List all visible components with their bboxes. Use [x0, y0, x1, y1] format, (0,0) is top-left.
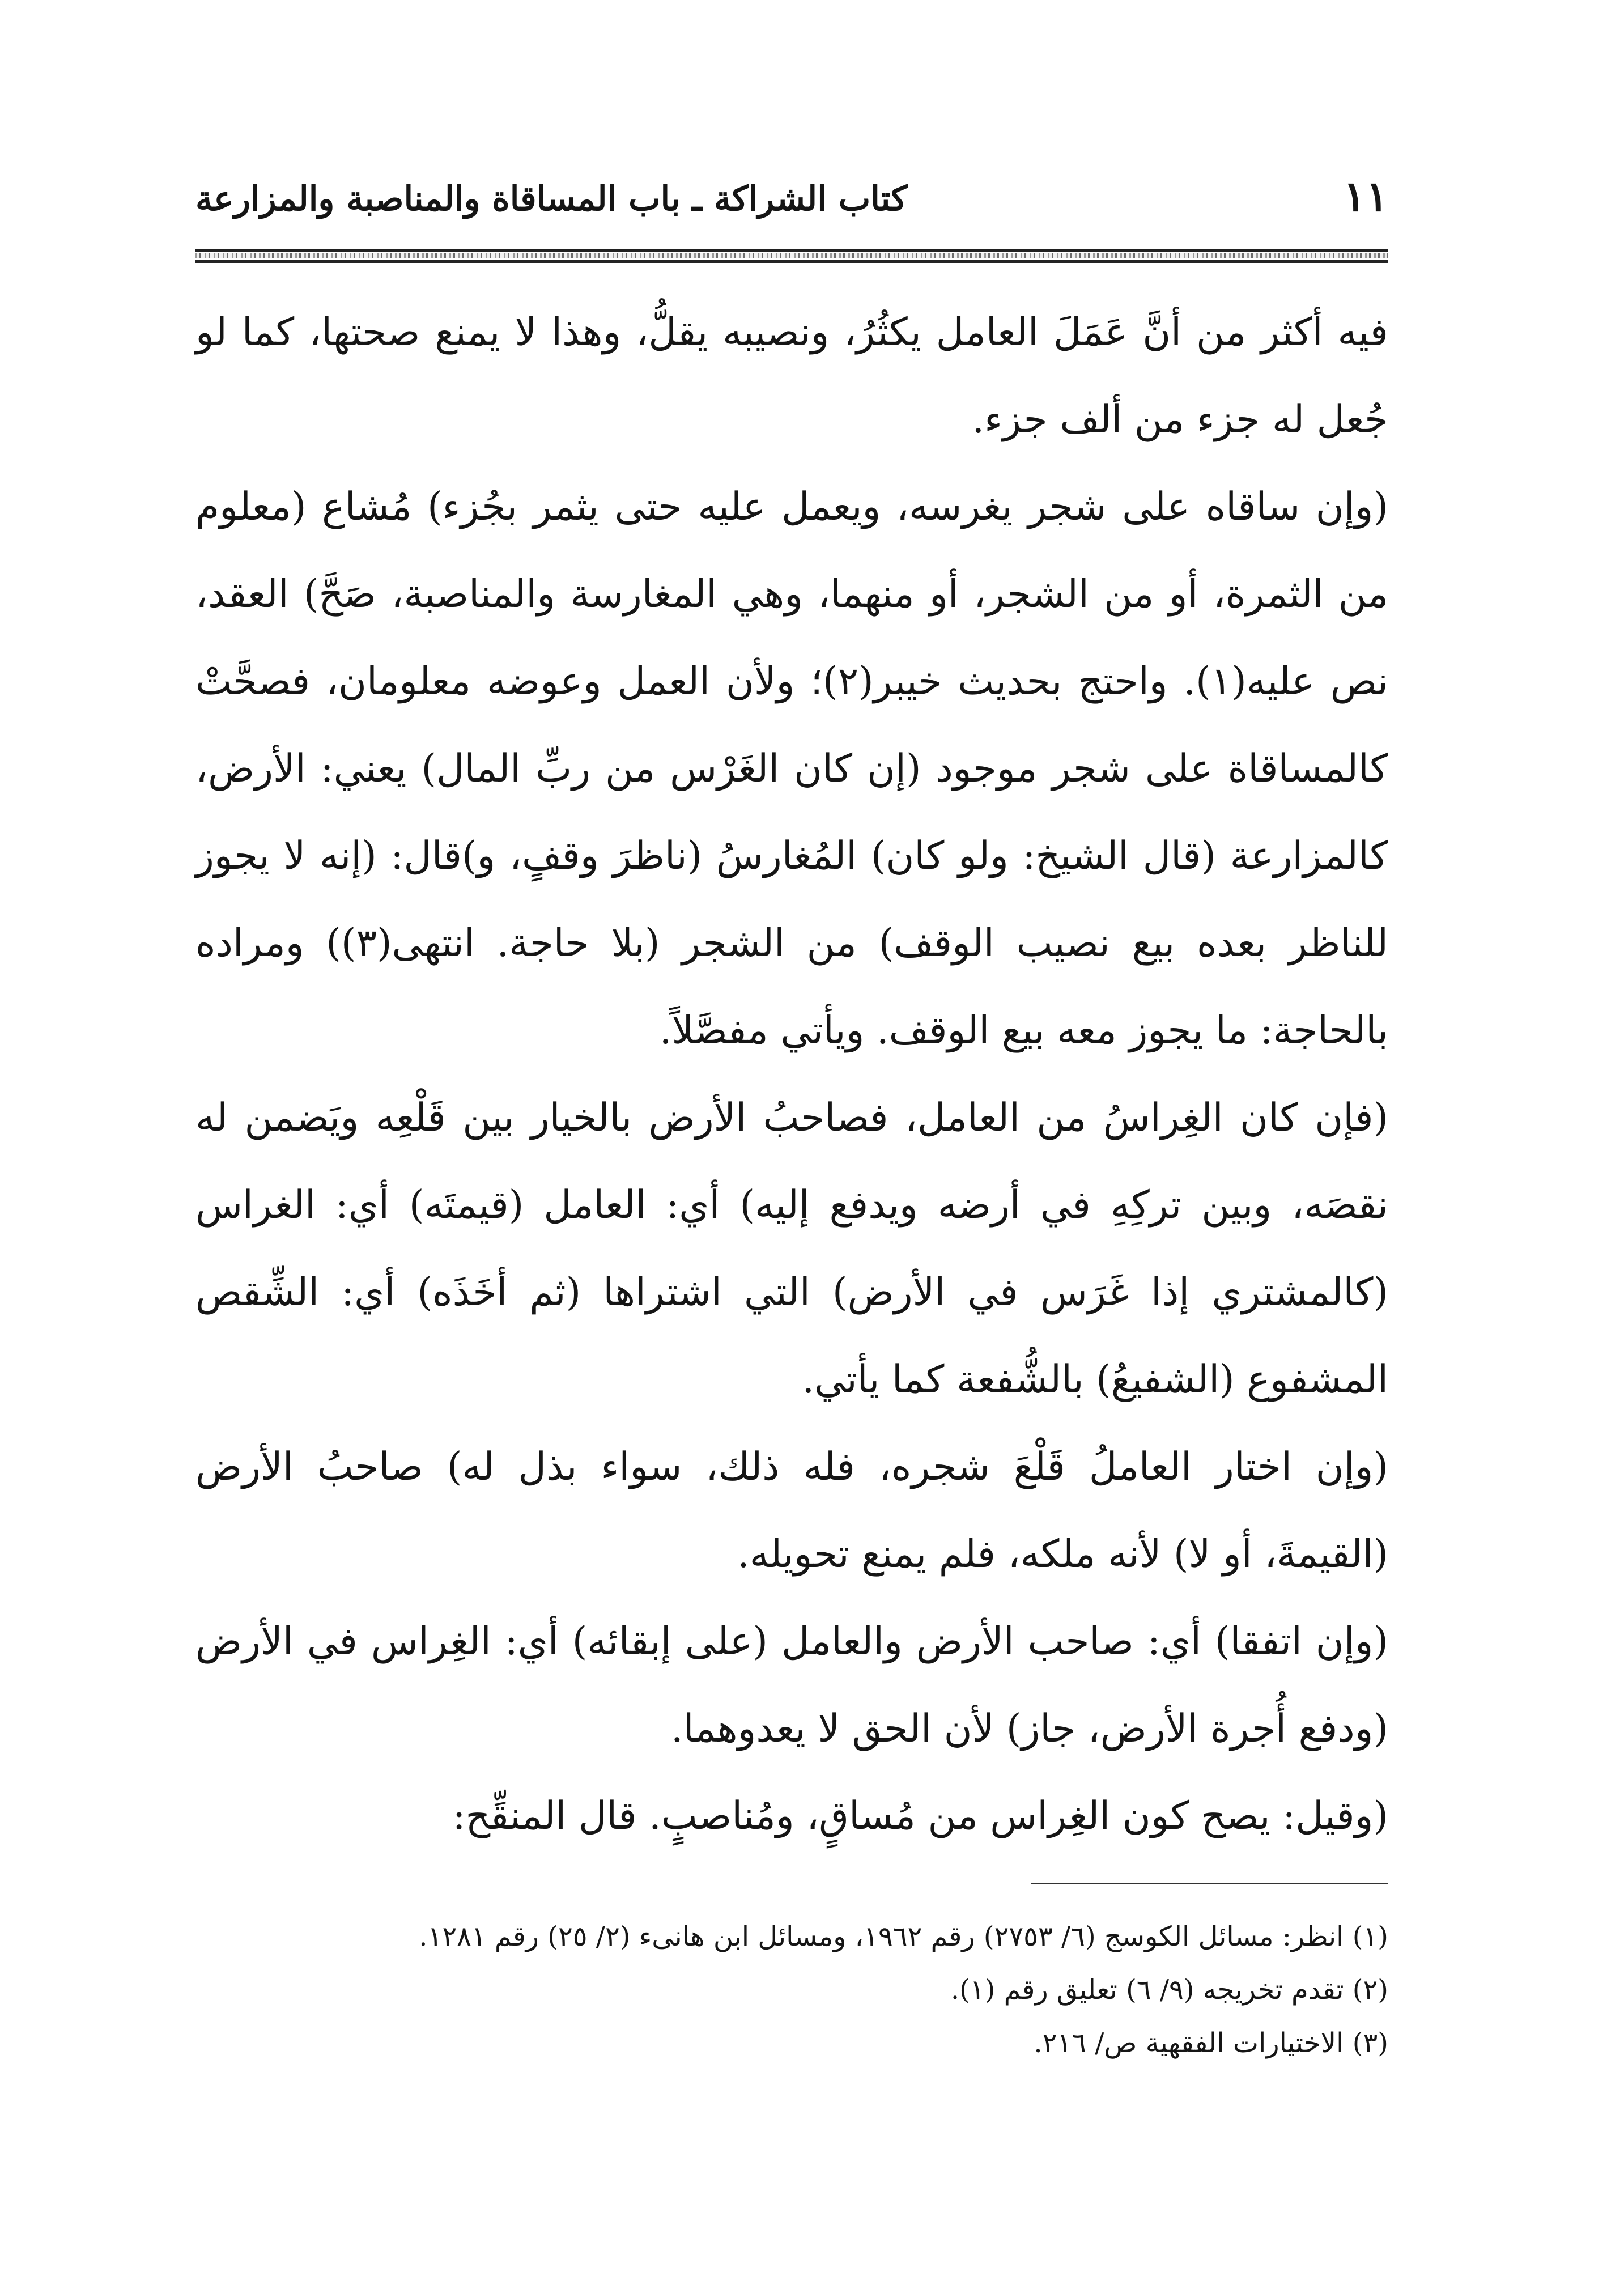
body-paragraph-1: فيه أكثر من أنَّ عَمَلَ العامل يكثُرُ، ونصيبه يقلُّ، وهذا لا يمنع صحتها، كما لو جُعل له جزء من ألف جزء.: [195, 310, 1388, 442]
footnote-separator: [1031, 1883, 1388, 1884]
page-number: ١١: [1343, 172, 1388, 221]
main-text: [195, 289, 1388, 1838]
running-title: كتاب الشراكة ـ باب المساقاة والمناصبة والمزارعة: [195, 179, 908, 219]
body-paragraph-4: (وإن اختار العاملُ قَلْعَ شجره، فله ذلك، سواء بذل له) صاحبُ الأرض (القيمةَ، أو لا) لأنه ملكه، فلم يمنع تحويله.: [195, 1445, 1388, 1577]
footnotes: [195, 1910, 1388, 2070]
body-paragraph-6: (وقيل: يصح كون الغِراس من مُساقٍ، ومُناصبٍ. قال المنقِّح:: [452, 1794, 1388, 1838]
footnote-3: (٣) الاختيارات الفقهية ص/ ٢١٦.: [1034, 2027, 1388, 2059]
body-paragraph-3: (فإن كان الغِراسُ من العامل، فصاحبُ الأرض بالخيار بين قَلْعِه ويَضمن له نقصَه، وبين تركِهِ في أرضه ويدفع إليه) أي: العامل (قيمتَه) أي: الغراس (كالمشتري إذا غَرَس في الأرض) التي اشتراها (ثم أخَذَه) أي: الشِّقص المشفوع (الشفيعُ) بالشُّفعة كما يأتي.: [195, 1095, 1388, 1402]
body-paragraph-5: (وإن اتفقا) أي: صاحب الأرض والعامل (على إبقائه) أي: الغِراس في الأرض (ودفع أُجرة الأرض، جاز) لأن الحق لا يعدوهما.: [195, 1619, 1388, 1751]
footnote-2: (٢) تقدم تخريجه (٩/ ٦) تعليق رقم (١).: [950, 1974, 1388, 2006]
header-decorative-rule: [195, 249, 1388, 264]
footnote-1: (١) انظر: مسائل الكوسج (٦/ ٢٧٥٣) رقم ١٩٦٢، ومسائل ابن هانىء (٢/ ٢٥) رقم ١٢٨١.: [419, 1921, 1388, 1952]
body-paragraph-2: (وإن ساقاه على شجر يغرسه، ويعمل عليه حتى يثمر بجُزء) مُشاع (معلوم من الثمرة، أو من الشجر، أو منهما، وهي المغارسة والمناصبة، صَحَّ) العقد، نص عليه(١). واحتج بحديث خيبر(٢)؛ ولأن العمل وعوضه معلومان، فصحَّتْ كالمساقاة على شجر موجود (إن كان الغَرْس من ربِّ المال) يعني: الأرض، كالمزارعة (قال الشيخ: ولو كان) المُغارسُ (ناظرَ وقفٍ، و)قال: (إنه لا يجوز للناظر بعده بيع نصيب الوقف) من الشجر (بلا حاجة. انتهى(٣)) ومراده بالحاجة: ما يجوز معه بيع الوقف. ويأتي مفصَّلاً.: [195, 485, 1388, 1053]
page-header: [195, 164, 1388, 249]
